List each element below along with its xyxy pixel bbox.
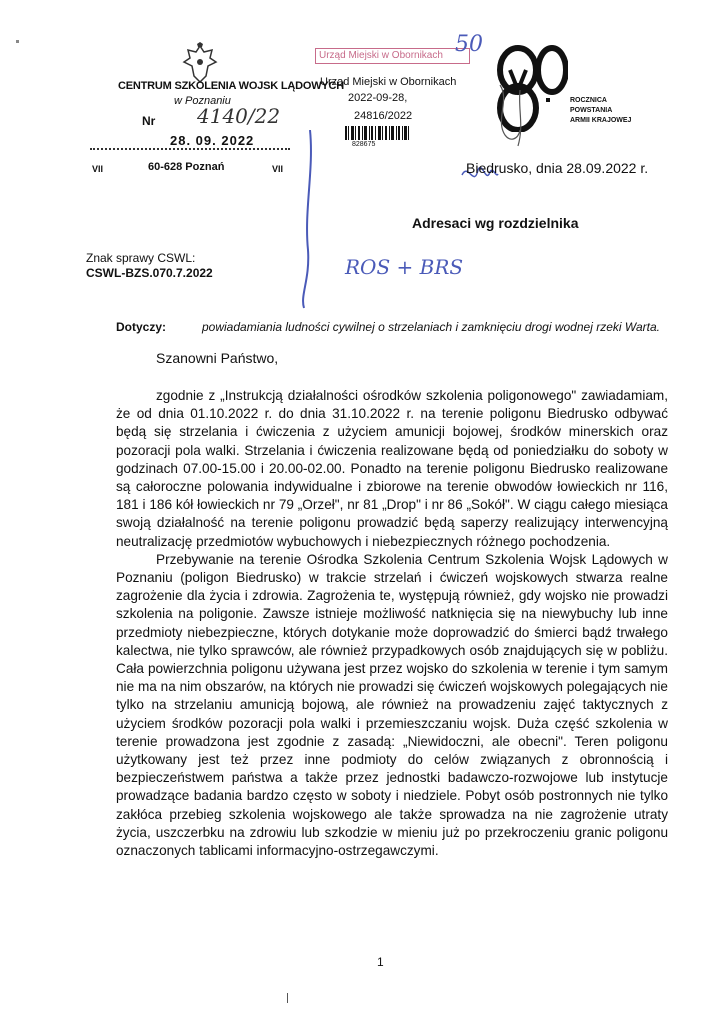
body-paragraph-1: zgodnie z „Instrukcją działalności ośrodków szkolenia poligonowego" zawiadamiam, że od dnia 01.10.2022 r. do dnia 31.10.2022 r. na terenie poligonu Biedrusko odbywać będą się strzelania i ćwiczenia z użyciem amunicji bojowej, środków minerskich oraz pozoracji pola walki. Strzelania i ćwiczenia realizowane będą od poniedziałku do soboty w godzinach 07.00-15.00 i 20.00-02.00. Ponadto na terenie poligonu Biedrusko realizowane są całoroczne polowania indywidualne i zbiorowe na terenie obwodów łowieckich nr 116, 181 i 186 kół łowieckich nr 79 „Orzeł", nr 81 „Drop" i nr 86 „Sokół". W ciągu całego miesiąca swoją działalność na terenie poligonu prowadzić będą saperzy realizujący interwencyjną neutralizację przedmiotów wybuchowych i niebezpiecznych różnego pochodzenia.: [116, 388, 668, 549]
stamp-vii-right: VII: [272, 164, 284, 174]
margin-mark: [287, 993, 288, 1003]
logo-caption-line1: ROCZNICA: [570, 97, 607, 104]
registry-stamp-header: Urząd Miejski w Obornikach: [315, 48, 470, 64]
pen-stroke-mark: [290, 130, 330, 310]
subject-text: powiadamiania ludności cywilnej o strzelaniach i zamknięciu drogi wodnej rzeki Warta.: [202, 320, 660, 334]
case-number: CSWL-BZS.070.7.2022: [86, 266, 213, 280]
logo-caption: [570, 96, 631, 126]
salutation: Szanowni Państwo,: [156, 350, 279, 366]
logo-caption-line2: POWSTANIA: [570, 107, 613, 114]
nr-handwritten-value: 4140/22: [197, 104, 281, 128]
stamp-vii-left: VII: [92, 164, 104, 174]
body-paragraph-2: Przebywanie na terenie Ośrodka Szkolenia Centrum Szkolenia Wojsk Lądowych w Poznaniu (poligon Biedrusko) w trakcie strzelań i ćwiczeń wojskowych stwarza realne zagrożenie dla życia i zdrowia. Zagrożenia te, występują również, gdy wojsko nie prowadzi szkolenia na poligonie. Zawsze istnieje możliwość natknięcia się na niewybuchy lub inne przedmioty niebezpieczne, których dotykanie może doprowadzić do śmierci bądź trwałego kalectwa, nie tylko sprawców, ale również przypadkowych osób znajdujących się w pobliżu. Cała powierzchnia poligonu używana jest przez wojsko do szkolenia w terenie i tym samym nie ma na nim obszarów, na których nie prowadzi się ćwiczeń wojskowych polegających nie tylko na strzelaniu amunicją bojową, ale również na prowadzeniu zajęć taktycznych z użyciem środków pozoracji pola walki i przemieszczaniu wojsk. Duża część szkolenia w terenie prowadzona jest zgodnie z zasadą: „Niewidoczni, ale obecni". Teren poligonu użytkowany jest też przez inne podmioty do celów związanych z obronnością i bezpieczeństwem państwa a także przez jednostki badawczo-rozwojowe lub instytucje prowadzące badania bardzo często w soboty i niedziele. Pobyt osób postronnych nie tylko zakłóca przebieg szkolenia wojskowego ale także sprowadza na nie zagrożenie utraty życia, uszczerbku na zdrowiu lub szkodzie w mieniu już po przekroczeniu granic poligonu oznaczonych tablicami informacyjno-ostrzegawczymi.: [116, 551, 668, 859]
institution-city: w Poznaniu: [174, 95, 231, 107]
letter-body: [116, 387, 668, 860]
barcode-icon: [345, 126, 409, 140]
stamp-divider: [90, 148, 290, 150]
page-number: 1: [377, 955, 384, 969]
logo-caption-line3: ARMII KRAJOWEJ: [570, 117, 632, 124]
case-label: Znak sprawy CSWL:: [86, 251, 196, 265]
subject-label: Dotyczy:: [116, 320, 167, 334]
registry-office: Urząd Miejski w Obornikach: [320, 76, 457, 88]
addressees: Adresaci wg rozdzielnika: [412, 215, 579, 231]
stamp-date: 28. 09. 2022: [170, 133, 255, 148]
handwritten-number: 50: [455, 32, 483, 57]
place-and-date: Biedrusko, dnia 28.09.2022 r.: [466, 160, 649, 176]
handwritten-note: ROS + BRS: [345, 255, 464, 279]
nr-label: Nr: [142, 114, 156, 128]
initials-mark: [490, 80, 530, 150]
stamp-postal-code: 60-628 Poznań: [148, 161, 225, 173]
barcode-number: 828675: [352, 141, 376, 148]
institution-name: CENTRUM SZKOLENIA WOJSK LĄDOWYCH: [118, 80, 345, 92]
registry-date: 2022-09-28,: [348, 92, 408, 104]
scan-mark: [16, 40, 19, 43]
registry-number: 24816/2022: [354, 110, 413, 122]
